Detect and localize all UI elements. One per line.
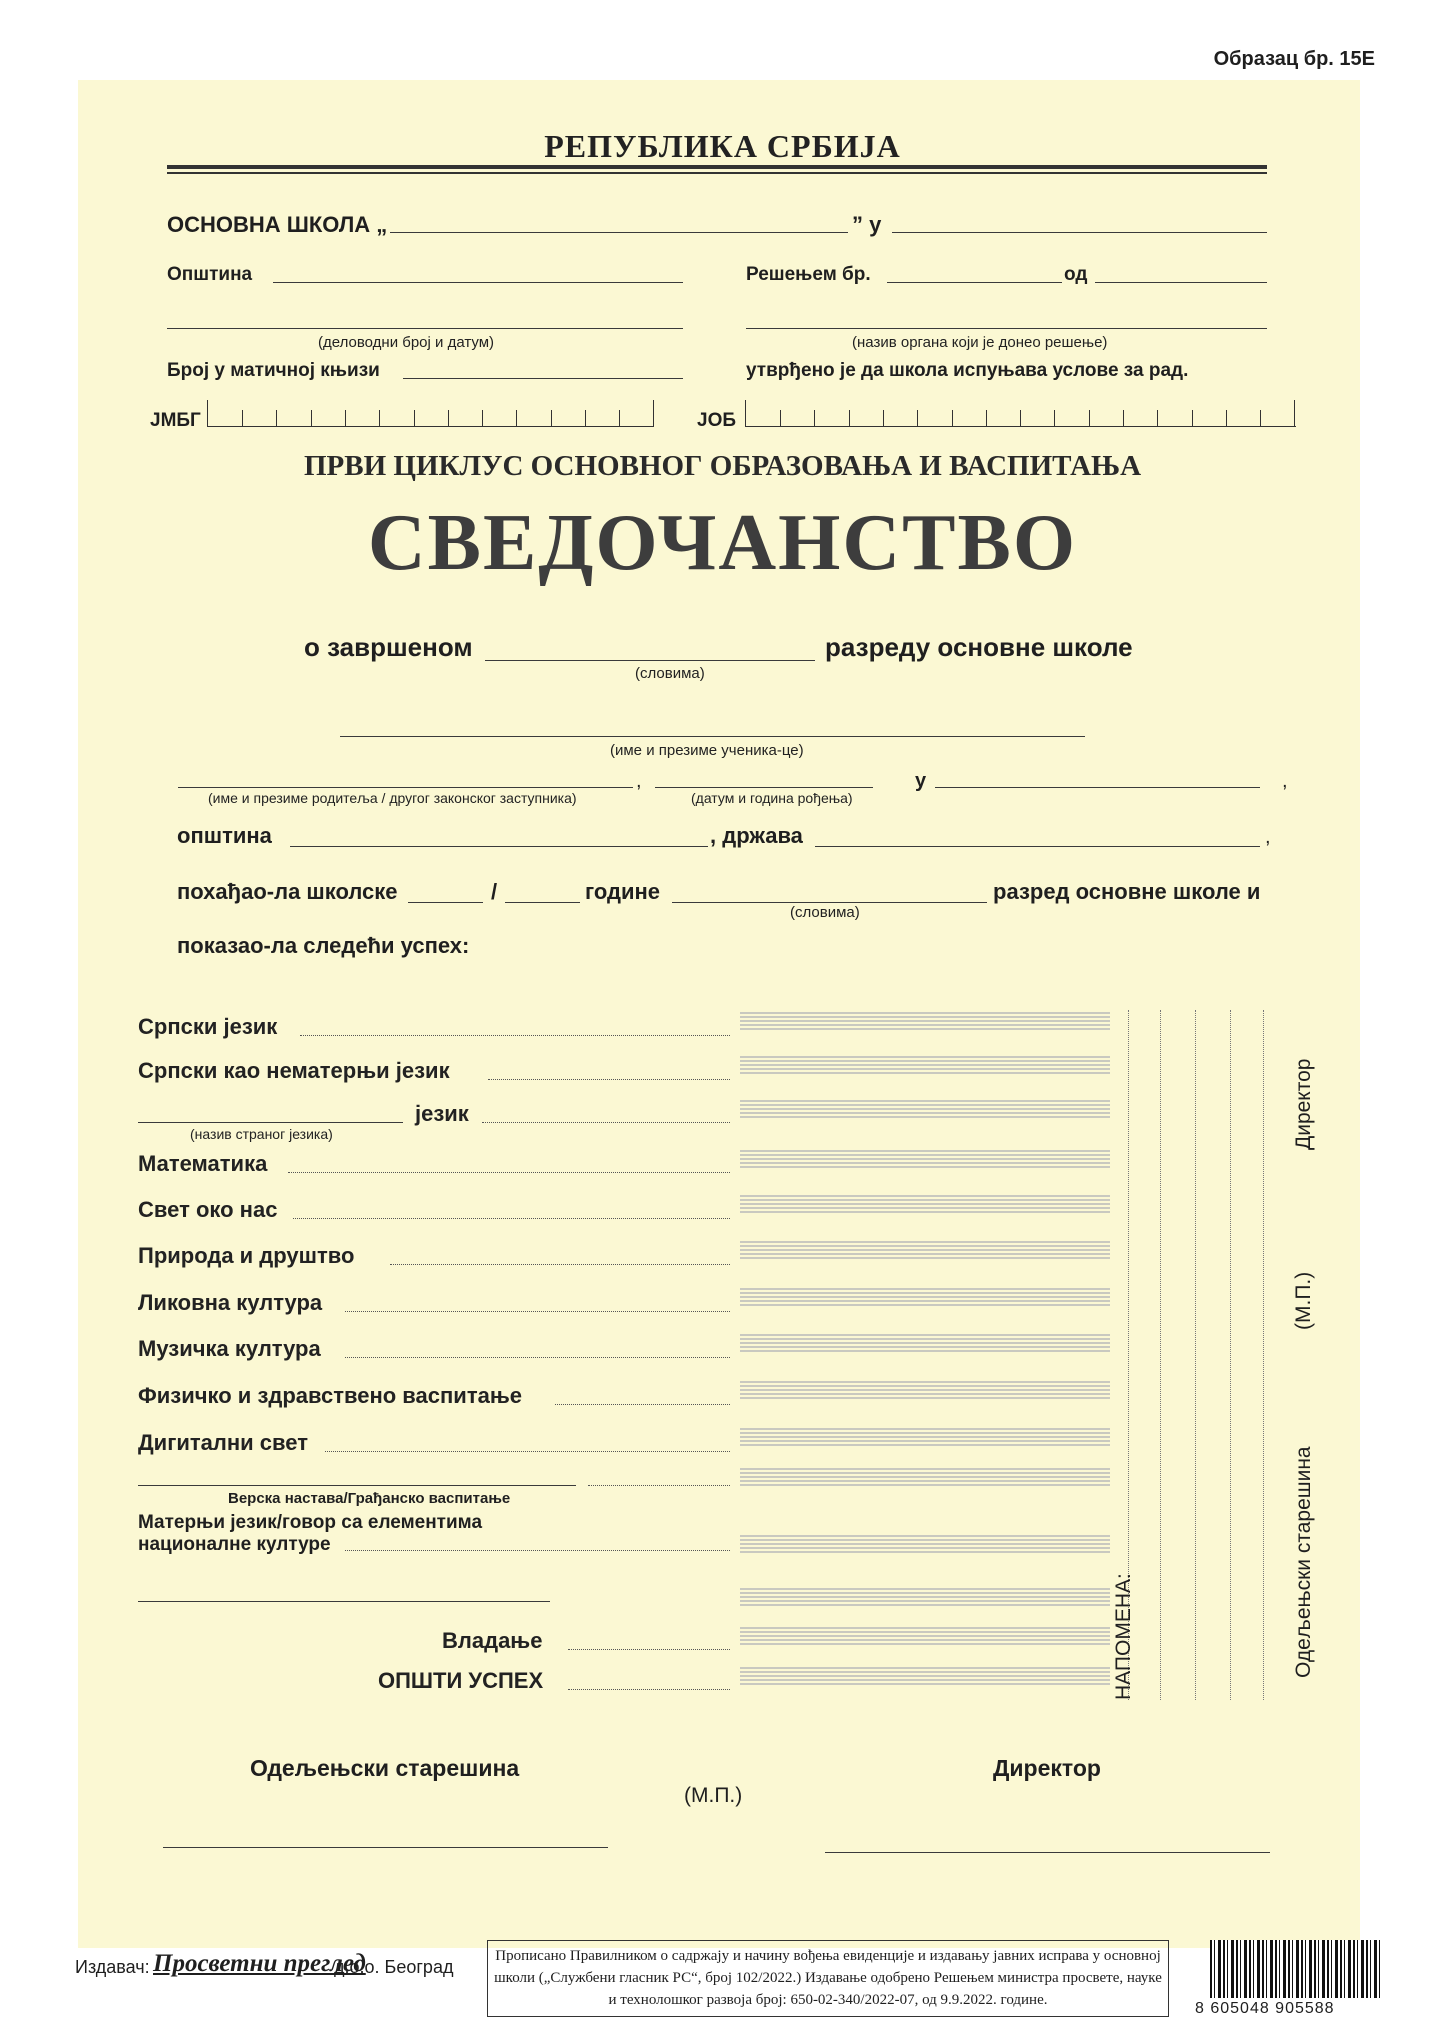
comma-3: ,: [1265, 826, 1271, 848]
subject-nature-society-dots: [390, 1264, 730, 1265]
organ-field[interactable]: [746, 328, 1267, 329]
subject-foreign-dots: [482, 1122, 730, 1123]
job-label: ЈОБ: [697, 410, 737, 431]
republic-title: РЕПУБЛИКА СРБИЈА: [544, 128, 901, 164]
parent-caption: (име и презиме родитеља / другог законског заступника): [208, 790, 577, 806]
grade-religion[interactable]: [740, 1468, 1110, 1494]
student-name-caption: (име и презиме ученика-це): [610, 742, 804, 759]
parent-name-field[interactable]: [178, 787, 633, 788]
subject-digital: Дигитални свет: [138, 1430, 308, 1455]
school-city-label: ” у: [852, 212, 882, 237]
note-line-5: [1263, 1010, 1264, 1700]
job-cells[interactable]: [745, 400, 1296, 427]
ref-number-field[interactable]: [167, 328, 683, 329]
birthplace-field[interactable]: [935, 787, 1260, 788]
religion-choice-field[interactable]: [138, 1485, 576, 1486]
registry-field[interactable]: [403, 378, 683, 379]
publisher-city: д.о.о. Београд: [334, 1957, 454, 1977]
grade-serbian[interactable]: [740, 1012, 1110, 1038]
stamp-label: (М.П.): [684, 1784, 743, 1807]
director-signature-line[interactable]: [825, 1852, 1270, 1853]
fulfilled-text: утврђено је да школа испуњава услове за рад.: [746, 360, 1189, 381]
grade-conduct[interactable]: [740, 1627, 1110, 1653]
subject-serbian-dots: [300, 1035, 730, 1036]
teacher-signature-line[interactable]: [163, 1847, 608, 1848]
foreign-caption: (назив страног језика): [190, 1126, 333, 1142]
note-label: НАПОМЕНА:: [1112, 1573, 1135, 1700]
elective-field[interactable]: [138, 1601, 550, 1602]
completed-prefix: о завршеном: [304, 632, 473, 662]
regulation-text: Прописано Правилником о садржају и начину вођења евиденције и издавању јавних исправа у основној школи („Службени гласник РС“, број 102/2022.) Издавање одобрено Решењем министра просвете, науке и технолошког развоја број: 650-02-340/2022-07, од 9.9.2022. године.: [494, 1948, 1162, 2008]
birthplace-label: у: [915, 770, 927, 792]
header-rule-thin: [167, 172, 1267, 174]
dob-caption: (датум и година рођења): [691, 790, 853, 806]
attended-grade-field[interactable]: [672, 902, 987, 903]
registry-label: Број у матичној књизи: [167, 360, 380, 381]
form-number: Образац бр. 15Е: [1213, 48, 1375, 70]
years-label: године: [585, 879, 661, 904]
side-teacher-label: Одељењски старешина: [1292, 1446, 1315, 1678]
dob-field[interactable]: [655, 787, 873, 788]
religion-dots: [588, 1485, 730, 1486]
grade-math[interactable]: [740, 1150, 1110, 1176]
overall-dots: [568, 1689, 730, 1690]
jmbg-cells[interactable]: [207, 400, 654, 427]
subject-art-dots: [345, 1311, 730, 1312]
ref-caption: (деловодни број и датум): [318, 334, 495, 351]
grade-suffix: разред основне школе и: [993, 879, 1261, 904]
religion-caption: Верска настава/Грађанско васпитање: [228, 1490, 511, 1507]
subject-nature-society: Природа и друштво: [138, 1243, 355, 1268]
school-label: ОСНОВНА ШКОЛА „: [167, 212, 388, 237]
grade-serbian-nonnative[interactable]: [740, 1056, 1110, 1082]
teacher-signature-label: Одељењски старешина: [250, 1755, 520, 1781]
country-label: , држава: [710, 823, 803, 848]
grade-nature-society[interactable]: [740, 1241, 1110, 1267]
barcode-number: 8 605048 905588: [1195, 2000, 1335, 2017]
grade-pe[interactable]: [740, 1381, 1110, 1407]
publisher-label: Издавач:: [75, 1957, 150, 1977]
subject-serbian: Српски језик: [138, 1014, 278, 1039]
subject-music-dots: [345, 1357, 730, 1358]
grade-music[interactable]: [740, 1334, 1110, 1360]
conduct-label: Владање: [442, 1628, 543, 1653]
document-title: СВЕДОЧАНСТВО: [367, 499, 1078, 587]
subject-pe: Физичко и здравствено васпитање: [138, 1383, 523, 1408]
subject-world-around: Свет око нас: [138, 1197, 278, 1222]
school-city-field[interactable]: [892, 232, 1267, 233]
mother-tongue-line-2: националне културе: [138, 1534, 331, 1555]
publisher-logo: Просветни преглед: [153, 1950, 366, 1977]
grade-foreign-language[interactable]: [740, 1100, 1110, 1126]
comma-1: ,: [636, 770, 642, 792]
grade-overall[interactable]: [740, 1667, 1110, 1693]
subject-world-around-dots: [293, 1218, 730, 1219]
subject-math-dots: [288, 1172, 730, 1173]
subject-pe-dots: [555, 1404, 730, 1405]
grade-mother-tongue[interactable]: [740, 1535, 1110, 1561]
grade-elective[interactable]: [740, 1588, 1110, 1614]
completed-caption: (словима): [635, 665, 705, 682]
subject-art: Ликовна култура: [138, 1290, 323, 1315]
note-line-2: [1160, 1010, 1161, 1700]
conduct-dots: [568, 1649, 730, 1650]
year-to-field[interactable]: [505, 902, 580, 903]
student-municipality-field[interactable]: [290, 846, 708, 847]
organ-caption: (назив органа који је донео решење): [852, 334, 1108, 351]
overall-success-label: ОПШТИ УСПЕХ: [378, 1668, 544, 1693]
country-field[interactable]: [815, 846, 1260, 847]
mother-tongue-line-1: Матерњи језик/говор са елементима: [138, 1512, 483, 1533]
subject-serbian-nonnative: Српски као нематерњи језик: [138, 1058, 450, 1083]
subject-foreign-language: језик: [415, 1101, 469, 1126]
barcode-icon: [1210, 1940, 1380, 1998]
subject-music: Музичка култура: [138, 1336, 321, 1361]
side-stamp-label: (М.П.): [1292, 1271, 1315, 1330]
school-name-field[interactable]: [390, 232, 848, 233]
grade-digital[interactable]: [740, 1428, 1110, 1454]
director-signature-label: Директор: [993, 1755, 1101, 1781]
student-name-field[interactable]: [340, 736, 1085, 737]
grade-world-around[interactable]: [740, 1195, 1110, 1221]
note-line-4: [1230, 1010, 1231, 1700]
student-municipality-label: општина: [177, 823, 272, 848]
grade-art[interactable]: [740, 1288, 1110, 1314]
completed-suffix: разреду основне школе: [825, 632, 1133, 662]
attended-grade-caption: (словима): [790, 904, 860, 921]
subject-serbian-nonnative-dots: [488, 1079, 730, 1080]
note-line-3: [1195, 1010, 1196, 1700]
jmbg-label: ЈМБГ: [150, 410, 201, 431]
subject-math: Математика: [138, 1151, 268, 1176]
subject-digital-dots: [325, 1451, 730, 1452]
year-from-field[interactable]: [408, 902, 483, 903]
decision-from-label: од: [1064, 264, 1088, 285]
cycle-title: ПРВИ ЦИКЛУС ОСНОВНОГ ОБРАЗОВАЊА И ВАСПИТАЊА: [303, 450, 1142, 482]
decision-number-field[interactable]: [887, 282, 1062, 283]
side-director-label: Директор: [1292, 1058, 1315, 1150]
municipality-label: Општина: [167, 264, 253, 285]
attended-label: похађао-ла школске: [177, 879, 398, 904]
showed-label: показао-ла следећи успех:: [177, 933, 470, 958]
regulation-box: [487, 1940, 1169, 2017]
decision-date-field[interactable]: [1095, 282, 1267, 283]
comma-2: ,: [1282, 770, 1288, 792]
year-slash: /: [491, 879, 498, 904]
mother-tongue-dots: [345, 1550, 730, 1551]
header-rule: [167, 165, 1267, 169]
municipality-field[interactable]: [273, 282, 683, 283]
completed-grade-field[interactable]: [485, 660, 815, 661]
foreign-language-field[interactable]: [138, 1122, 403, 1123]
decision-label: Решењем бр.: [746, 264, 871, 285]
